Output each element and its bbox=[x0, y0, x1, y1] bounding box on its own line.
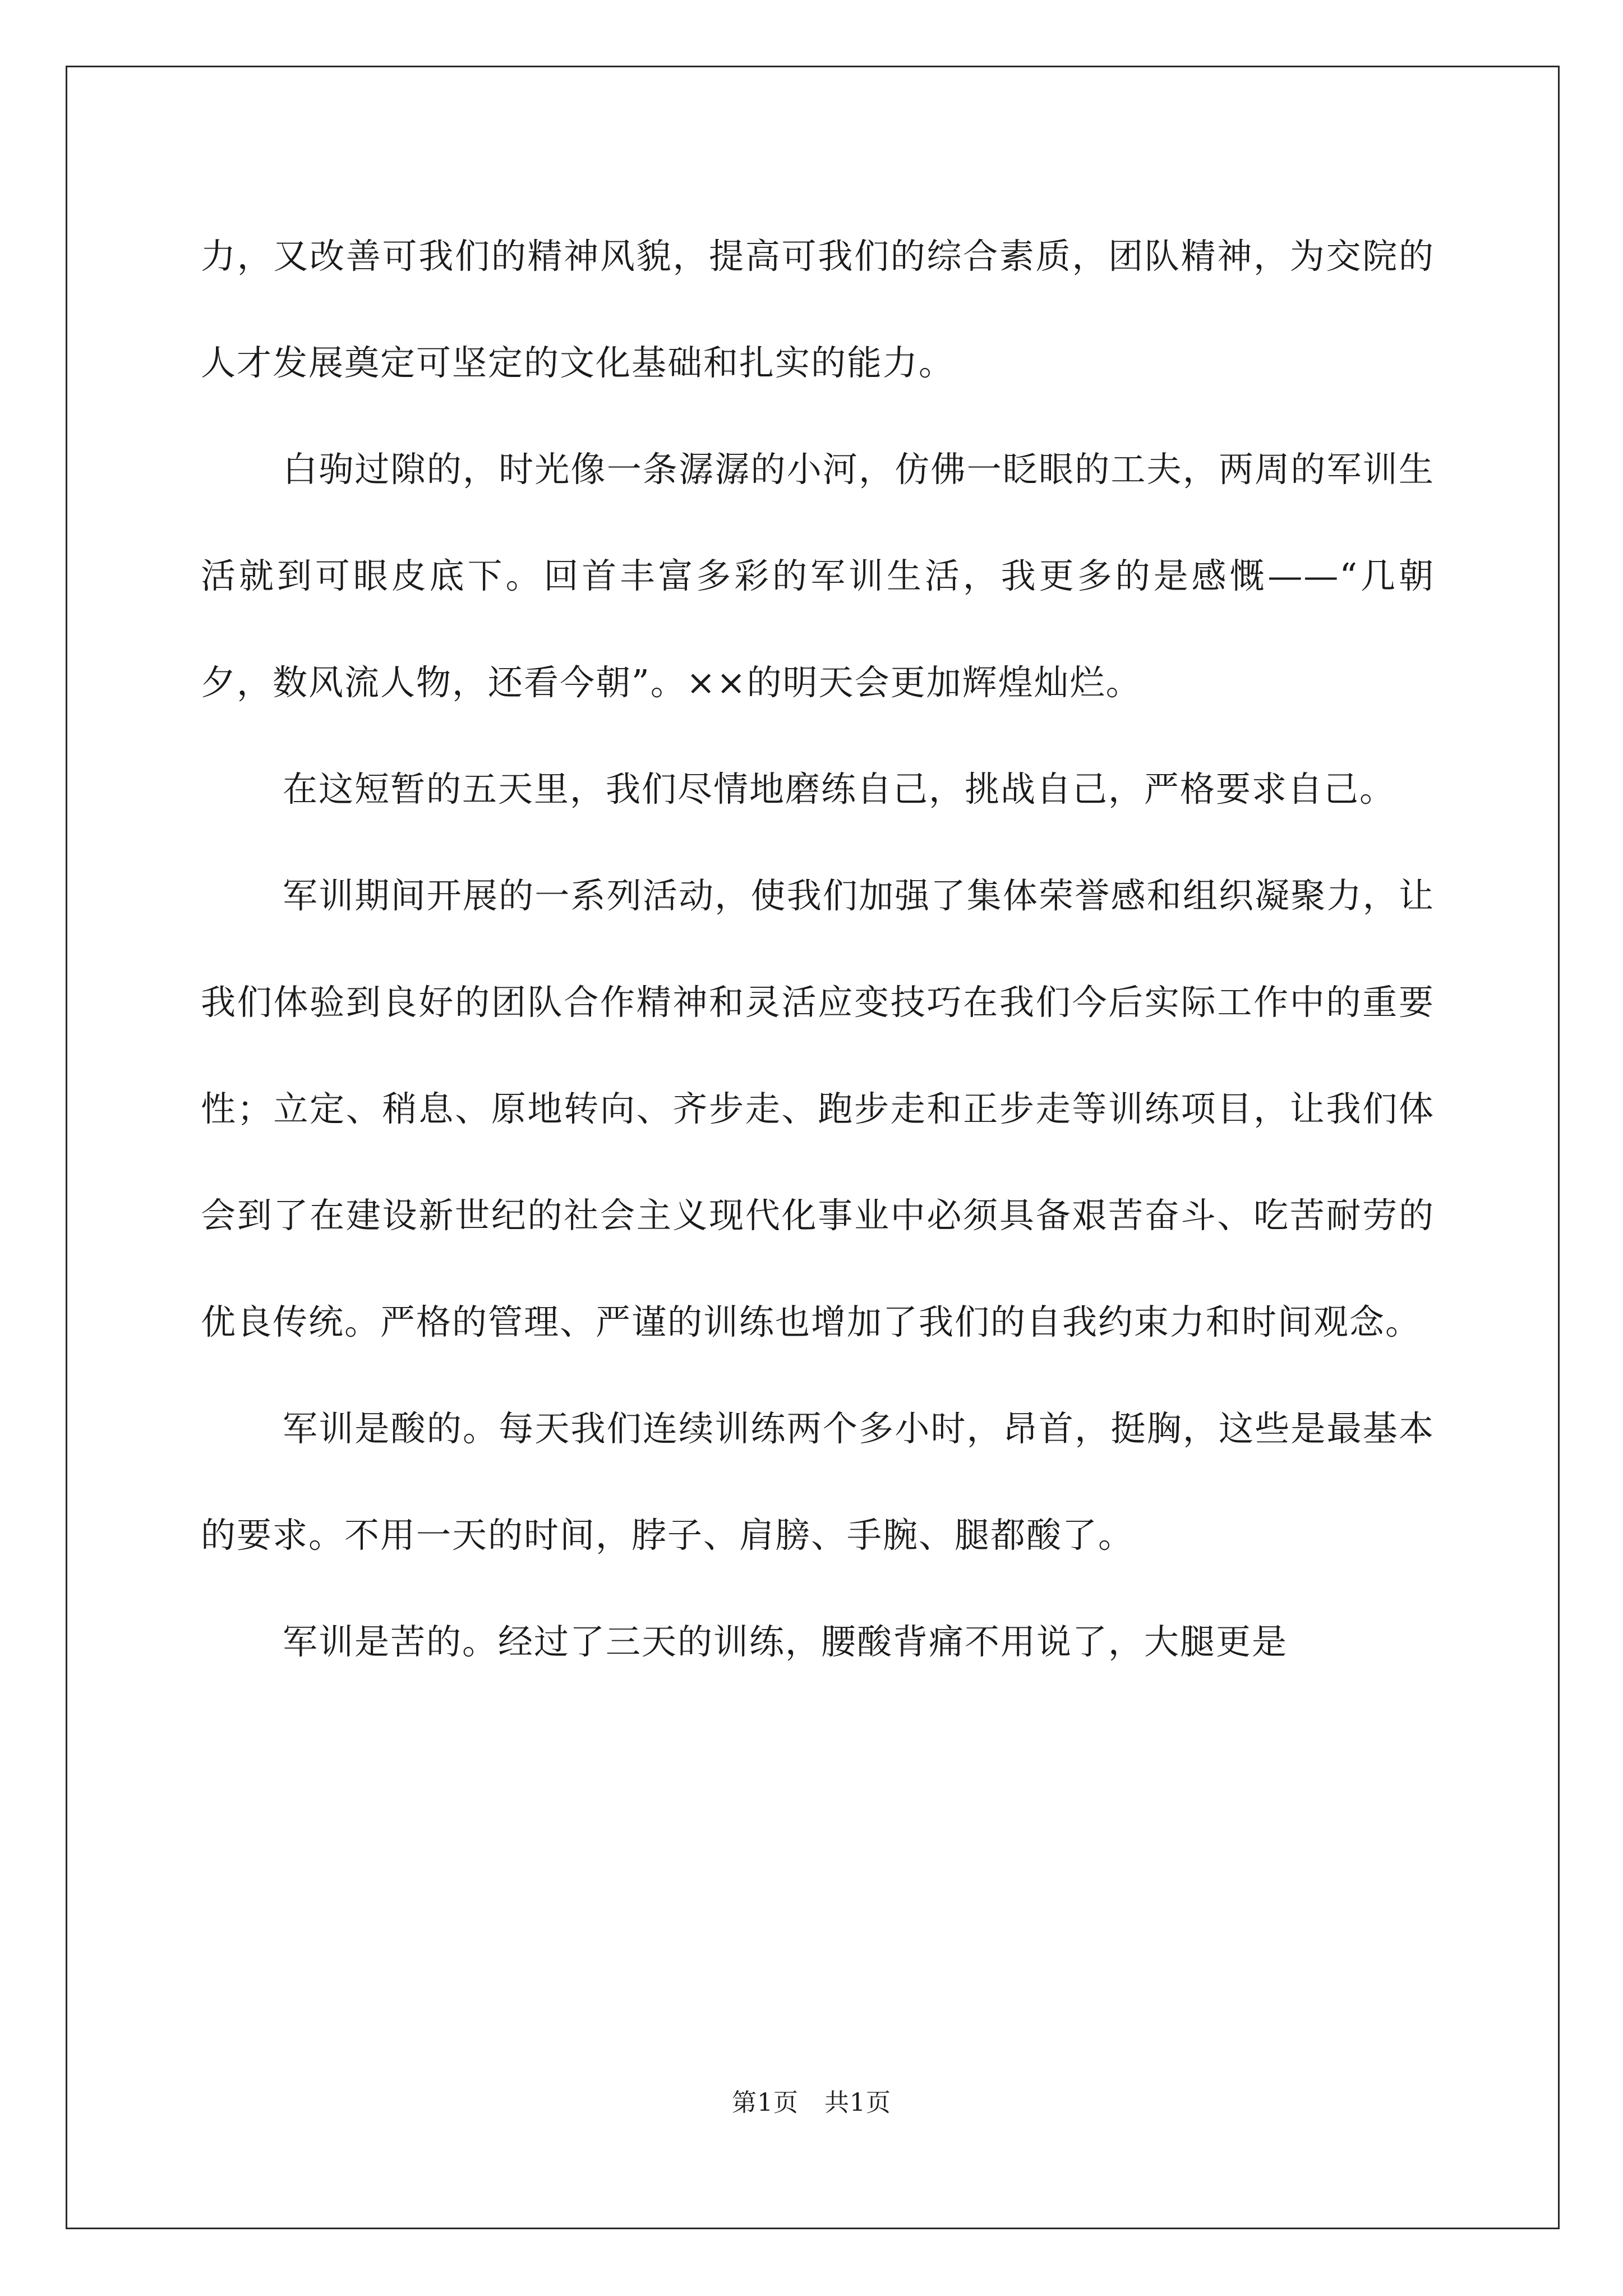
page-footer bbox=[0, 2082, 1623, 2118]
paragraph-4: 军训期间开展的一系列活动，使我们加强了集体荣誉感和组织凝聚力，让我们体验到良好的团队合作精神和灵活应变技巧在我们今后实际工作中的重要性；立定、稍息、原地转向、齐步走、跑步走和正步走等训练项目，让我们体会到了在建设新世纪的社会主义现代化事业中必须具备艰苦奋斗、吃苦耐劳的优良传统。严格的管理、严谨的训练也增加了我们的自我约束力和时间观念。 bbox=[201, 875, 1435, 1342]
paragraph-2: 白驹过隙的，时光像一条潺潺的小河，仿佛一眨眼的工夫，两周的军训生活就到可眼皮底下。回首丰富多彩的军训生活，我更多的是感慨——“几朝夕，数风流人物，还看今朝”。××的明天会更加辉煌灿烂。 bbox=[201, 449, 1435, 703]
paragraph-5: 军训是酸的。每天我们连续训练两个多小时，昂首，挺胸，这些是最基本的要求。不用一天的时间，脖子、肩膀、手腕、腿都酸了。 bbox=[201, 1408, 1435, 1556]
page-number-total: 共1页 bbox=[824, 2088, 891, 2117]
document-body bbox=[201, 203, 1435, 1695]
paragraph-3: 在这短暂的五天里，我们尽情地磨练自己，挑战自己，严格要求自己。 bbox=[283, 769, 1396, 809]
paragraph-1: 力，又改善可我们的精神风貌，提高可我们的综合素质，团队精神，为交院的人才发展奠定可坚定的文化基础和扎实的能力。 bbox=[201, 236, 1435, 383]
page-number-current: 第1页 bbox=[732, 2088, 799, 2117]
paragraph-6: 军训是苦的。经过了三天的训练，腰酸背痛不用说了，大腿更是 bbox=[283, 1621, 1288, 1662]
